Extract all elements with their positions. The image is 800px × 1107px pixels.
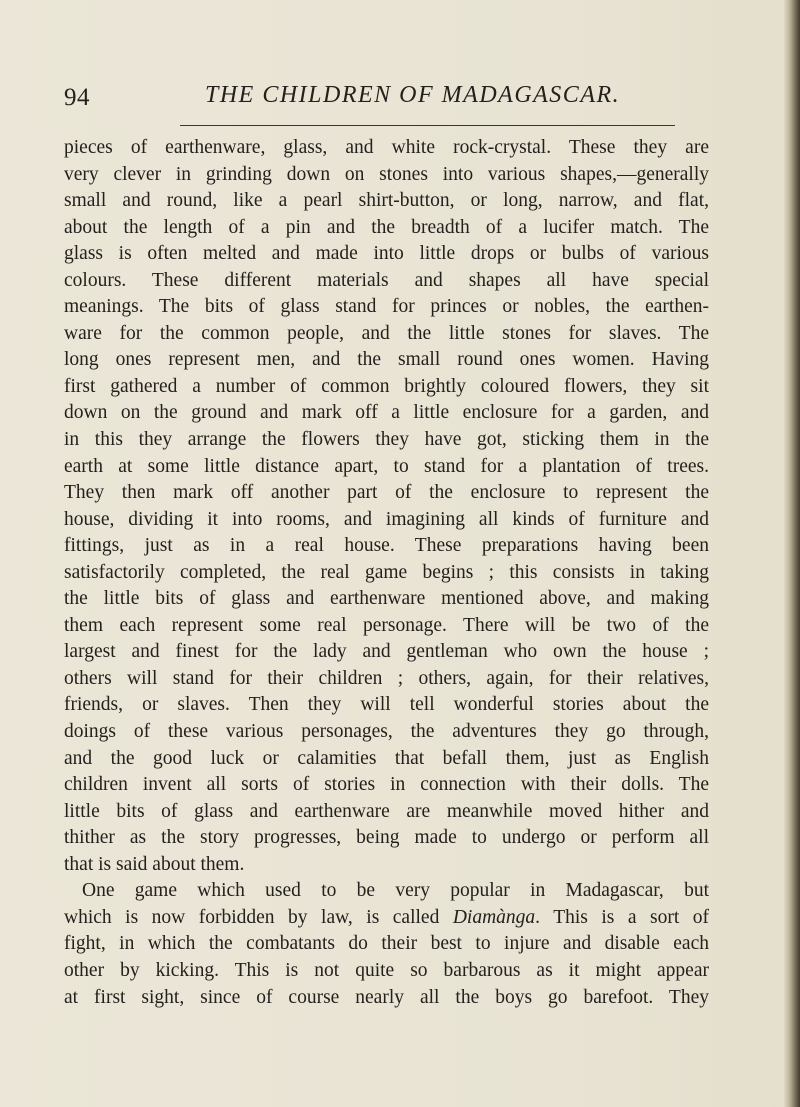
text-line: They then mark off another part of the enclosure to represent the — [64, 482, 709, 504]
text-line: fight, in which the combatants do their best to injure and disable each — [64, 933, 709, 955]
text-line: colours. These different materials and shapes all have special — [64, 269, 709, 291]
text-fragment: . This is a sort of — [535, 906, 709, 928]
paragraph-first-line: One game which used to be very popular in Madagascar, but — [82, 880, 709, 902]
text-line: children invent all sorts of stories in connection with their dolls. The — [64, 774, 709, 796]
text-line: fittings, just as in a real house. These preparations having been — [64, 535, 709, 557]
text-line: at first sight, since of course nearly all the boys go barefoot. They — [64, 986, 709, 1008]
text-line: house, dividing it into rooms, and imagining all kinds of furniture and — [64, 508, 709, 530]
text-line: satisfactorily completed, the real game begins ; this consists in taking — [64, 561, 709, 583]
text-line: long ones represent men, and the small round ones women. Having — [64, 349, 709, 371]
text-line: down on the ground and mark off a little enclosure for a garden, and — [64, 402, 709, 424]
text-line: little bits of glass and earthenware are meanwhile moved hither and — [64, 800, 709, 822]
text-line: other by kicking. This is not quite so barbarous as it might appear — [64, 959, 709, 981]
text-line: first gathered a number of common brightly coloured flowers, they sit — [64, 375, 709, 397]
text-line: them each represent some real personage. There will be two of the — [64, 614, 709, 636]
text-line: small and round, like a pearl shirt-button, or long, narrow, and flat, — [64, 190, 709, 212]
text-line: ware for the common people, and the little stones for slaves. The — [64, 322, 709, 344]
text-line: pieces of earthenware, glass, and white rock-crystal. These they are — [64, 137, 709, 158]
page-number: 94 — [64, 84, 90, 111]
header-rule — [180, 125, 675, 126]
text-line: and the good luck or calamities that befall them, just as English — [64, 747, 709, 769]
text-line: glass is often melted and made into little drops or bulbs of various — [64, 243, 709, 265]
game-name-italic: Diamànga — [452, 906, 536, 928]
text-line: doings of these various personages, the adventures they go through, — [64, 721, 709, 743]
text-line: friends, or slaves. Then they will tell wonderful stories about the — [64, 694, 709, 716]
page-edge-shadow — [784, 0, 800, 1107]
text-line: that is said about them. — [64, 853, 245, 875]
running-head-title: THE CHILDREN OF MADAGASCAR. — [205, 82, 621, 108]
text-line-with-italic — [64, 905, 709, 932]
text-fragment: which is now forbidden by law, is called — [64, 906, 453, 928]
text-line: largest and finest for the lady and gentleman who own the house ; — [64, 641, 709, 663]
text-line: in this they arrange the flowers they have got, sticking them in the — [64, 429, 709, 451]
body-text — [64, 135, 709, 1011]
text-line: earth at some little distance apart, to stand for a plantation of trees. — [64, 455, 709, 477]
text-line: thither as the story progresses, being made to undergo or perform all — [64, 827, 709, 849]
text-line: meanings. The bits of glass stand for princes or nobles, the earthen- — [64, 296, 709, 318]
text-line: others will stand for their children ; others, again, for their relatives, — [64, 667, 709, 689]
text-line: the little bits of glass and earthenware mentioned above, and making — [64, 588, 709, 610]
text-line: very clever in grinding down on stones into various shapes,—generally — [64, 163, 709, 185]
text-line: about the length of a pin and the breadth of a lucifer match. The — [64, 216, 709, 238]
